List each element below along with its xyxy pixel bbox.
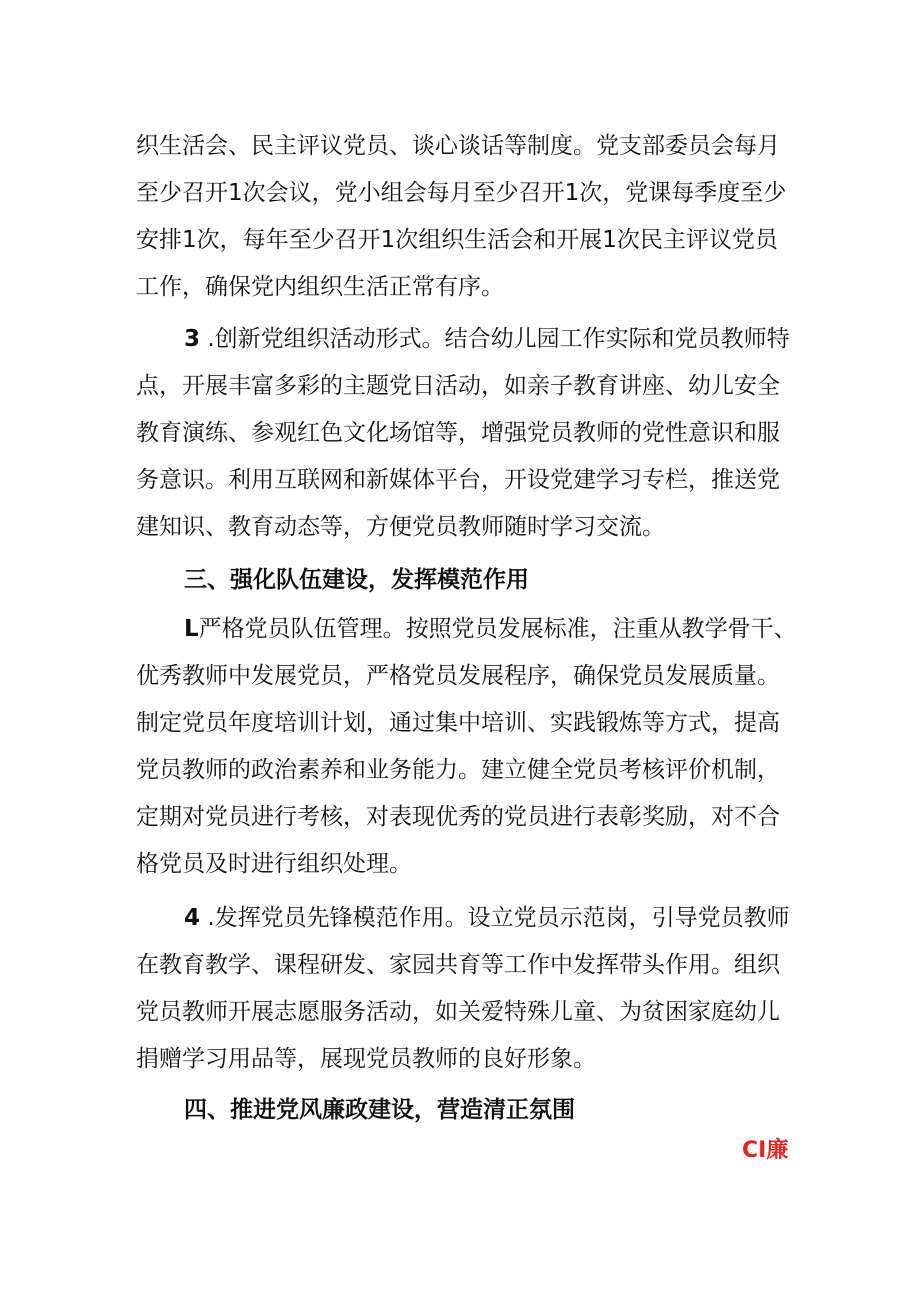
text-line	[136, 316, 796, 363]
text-line	[136, 895, 796, 942]
text-line: 务意识。利用互联网和新媒体平台，开设党建学习专栏，推送党	[136, 467, 780, 493]
item-number: 4	[184, 905, 201, 931]
text-line: 点，开展丰富多彩的主题党日活动，如亲子教育讲座、幼儿安全	[136, 373, 780, 399]
text-line: 党员教师开展志愿服务活动，如关爱特殊儿童、为贫困家庭幼儿	[136, 999, 780, 1025]
text-line: 至少召开1次会议，党小组会每月至少召开1次，党课每季度至少	[136, 180, 787, 206]
section-heading-three	[136, 557, 796, 604]
heading-text: 三、强化队伍建设，发挥模范作用	[184, 567, 529, 593]
paragraph-organization-life	[136, 123, 796, 311]
text-line: 在教育教学、课程研发、家园共育等工作中发挥带头作用。组织	[136, 952, 780, 978]
section-heading-four	[136, 1087, 796, 1134]
text-line: 教育演练、参观红色文化场馆等，增强党员教师的党性意识和服	[136, 420, 780, 446]
text-line: 制定党员年度培训计划，通过集中培训、实践锻炼等方式，提高	[136, 710, 780, 736]
text-line: 格党员及时进行组织处理。	[136, 851, 412, 877]
paragraph-vanguard-role	[136, 895, 796, 1083]
item-number: 3	[184, 326, 201, 352]
text-fragment: .发挥党员先锋模范作用。设立党员示范岗，引导党员教师	[200, 905, 790, 931]
text-line: 工作，确保党内组织生活正常有序。	[136, 274, 504, 300]
heading-text: 四、推进党风廉政建设，营造清正氛围	[184, 1097, 575, 1123]
text-fragment: 严格党员队伍管理。按照党员发展标准，注重从教学骨干、	[198, 616, 797, 642]
text-fragment: .创新党组织活动形式。结合幼儿园工作实际和党员教师特	[200, 326, 790, 352]
text-line	[136, 606, 796, 653]
text-line: 党员教师的政治素养和业务能力。建立健全党员考核评价机制，	[136, 757, 780, 783]
text-line: 捐赠学习用品等，展现党员教师的良好形象。	[136, 1046, 596, 1072]
text-line: 定期对党员进行考核，对表现优秀的党员进行表彰奖励，对不合	[136, 804, 780, 830]
text-line: 安排1次，每年至少召开1次组织生活会和开展1次民主评议党员	[136, 227, 778, 253]
text-line: 织生活会、民主评议党员、谈心谈话等制度。党支部委员会每月	[136, 133, 780, 159]
red-watermark-mark: CI廉	[742, 1138, 789, 1163]
paragraph-innovate-activities	[136, 316, 796, 551]
text-line: 优秀教师中发展党员，严格党员发展程序，确保党员发展质量。	[136, 663, 780, 689]
item-number: L	[184, 616, 199, 642]
paragraph-member-management	[136, 606, 796, 888]
text-line: 建知识、教育动态等，方便党员教师随时学习交流。	[136, 514, 665, 540]
